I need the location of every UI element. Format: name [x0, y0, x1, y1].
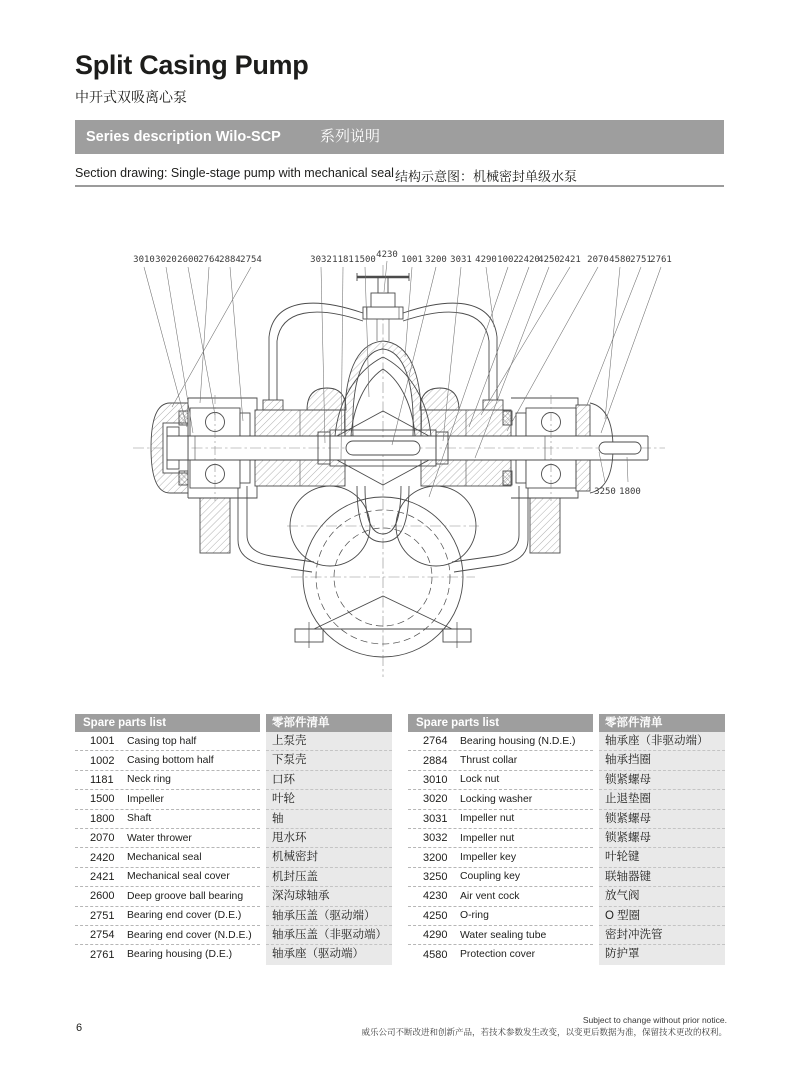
footer-notes	[361, 1014, 727, 1038]
part-callout: 1500	[354, 255, 376, 265]
row-main	[75, 732, 260, 751]
table-row	[408, 887, 725, 906]
part-name-en: Air vent cock	[460, 890, 520, 902]
part-number: 3200	[423, 851, 448, 864]
part-number: 2070	[90, 832, 115, 845]
row-main	[75, 907, 260, 926]
table-header	[75, 714, 392, 732]
part-name-en: Bearing housing (N.D.E.)	[460, 735, 576, 747]
table-row	[408, 926, 725, 945]
part-name-en: Water sealing tube	[460, 929, 547, 941]
page-title-cn: 中开式双吸离心泵	[75, 89, 187, 105]
part-callout: 1002	[497, 255, 519, 265]
row-main	[75, 790, 260, 809]
part-name-en: Bearing end cover (N.D.E.)	[127, 929, 252, 941]
part-name-cn: 轴承压盖（驱动端）	[266, 907, 392, 926]
pump-section-drawing	[75, 245, 725, 685]
part-name-en: Bearing housing (D.E.)	[127, 949, 233, 961]
part-number: 4290	[423, 929, 448, 942]
part-number: 2751	[90, 909, 115, 922]
part-callout: 3200	[425, 255, 447, 265]
part-name-cn: 上泵壳	[266, 732, 392, 751]
series-bar-label-en: Series description Wilo-SCP	[86, 129, 281, 145]
table-row	[408, 751, 725, 770]
part-callout: 2761	[650, 255, 672, 265]
table-header	[408, 714, 725, 732]
part-name-cn: 锁紧螺母	[599, 771, 725, 790]
page-number: 6	[76, 1022, 83, 1034]
table-row	[75, 810, 392, 829]
part-number: 3010	[423, 773, 448, 786]
part-number: 1500	[90, 793, 115, 806]
part-callout: 3031	[450, 255, 472, 265]
part-number: 3020	[423, 793, 448, 806]
part-name-en: Neck ring	[127, 774, 171, 786]
part-callout: 3020	[155, 255, 177, 265]
part-name-en: Deep groove ball bearing	[127, 890, 244, 902]
part-name-en: Impeller	[127, 793, 164, 805]
row-main	[408, 771, 593, 790]
table-row	[75, 848, 392, 867]
series-description-bar	[75, 120, 724, 154]
part-callout: 2070	[587, 255, 609, 265]
part-name-cn: 下泵壳	[266, 751, 392, 770]
part-number: 2884	[423, 754, 448, 767]
part-name-cn: 止退垫圈	[599, 790, 725, 809]
row-main	[408, 848, 593, 867]
row-main	[75, 810, 260, 829]
part-name-en: Coupling key	[460, 871, 521, 883]
table-row	[408, 810, 725, 829]
footer-note-cn: 威乐公司不断改进和创新产品，若技术参数发生改变，以变更后数据为准，保留技术更改的权利。	[361, 1027, 727, 1037]
part-callout: 1001	[401, 255, 423, 265]
part-name-en: Mechanical seal cover	[127, 871, 230, 883]
part-callout: 3010	[133, 255, 155, 265]
left-bearing-assembly	[151, 398, 257, 553]
table-row	[75, 868, 392, 887]
footer-note-en: Subject to change without prior notice.	[582, 1015, 727, 1025]
table-row	[75, 887, 392, 906]
part-number: 1800	[90, 812, 115, 825]
table-row	[75, 829, 392, 848]
part-callout: 2420	[518, 255, 540, 265]
part-number: 2761	[90, 948, 115, 961]
part-name-cn: 轴承压盖（非驱动端）	[266, 926, 392, 945]
part-name-cn: 轴承挡圈	[599, 751, 725, 770]
part-name-en: Lock nut	[460, 774, 500, 786]
row-main	[75, 926, 260, 945]
table-header-cn: 零部件清单	[266, 714, 392, 732]
part-name-cn: 锁紧螺母	[599, 810, 725, 829]
part-number: 4230	[423, 890, 448, 903]
table-body	[408, 732, 725, 965]
table-row	[408, 790, 725, 809]
part-callout: 4230	[376, 250, 398, 260]
part-name-cn: 轴承座（非驱动端）	[599, 732, 725, 751]
part-name-en: Protection cover	[460, 949, 536, 961]
part-name-cn: 联轴器键	[599, 868, 725, 887]
part-name-cn: 放气阀	[599, 887, 725, 906]
part-name-cn: 轴承座（驱动端）	[266, 945, 392, 964]
section-caption-cn: 结构示意图：机械密封单级水泵	[395, 169, 578, 184]
part-name-en: O-ring	[460, 910, 489, 922]
table-row	[408, 771, 725, 790]
table-body	[75, 732, 392, 965]
table-header-cn: 零部件清单	[599, 714, 725, 732]
horizontal-rule	[75, 185, 724, 187]
row-main	[75, 848, 260, 867]
row-main	[408, 732, 593, 751]
table-row	[408, 829, 725, 848]
part-callout: 4580	[609, 255, 631, 265]
part-number: 2420	[90, 851, 115, 864]
table-row	[408, 907, 725, 926]
part-number: 3032	[423, 832, 448, 845]
table-row	[408, 732, 725, 751]
row-main	[75, 868, 260, 887]
row-main	[408, 810, 593, 829]
part-name-cn: 防护罩	[599, 945, 725, 964]
row-main	[408, 926, 593, 945]
row-main	[408, 887, 593, 906]
part-callout: 2600	[177, 255, 199, 265]
part-name-cn: 甩水环	[266, 829, 392, 848]
part-name-en: Water thrower	[127, 832, 192, 844]
part-name-en: Locking washer	[460, 793, 533, 805]
part-name-cn: 机械密封	[266, 848, 392, 867]
section-caption	[75, 166, 725, 182]
row-main	[408, 829, 593, 848]
part-name-cn: 深沟球轴承	[266, 887, 392, 906]
table-row	[75, 751, 392, 770]
part-name-cn: 叶轮键	[599, 848, 725, 867]
part-callout: 2751	[630, 255, 652, 265]
part-number: 2764	[423, 735, 448, 748]
table-row	[75, 732, 392, 751]
table-row	[75, 926, 392, 945]
part-name-cn: 密封冲洗管	[599, 926, 725, 945]
part-number: 4250	[423, 909, 448, 922]
part-name-cn: 口环	[266, 771, 392, 790]
part-name-en: Bearing end cover (D.E.)	[127, 910, 242, 922]
part-callout: 2421	[559, 255, 581, 265]
part-name-cn: O 型圈	[599, 907, 725, 926]
row-main	[75, 945, 260, 964]
part-number: 3031	[423, 812, 448, 825]
series-bar-label-cn: 系列说明	[320, 128, 381, 145]
table-row	[408, 848, 725, 867]
table-header-en: Spare parts list	[75, 714, 260, 732]
part-name-cn: 叶轮	[266, 790, 392, 809]
part-number: 2421	[90, 870, 115, 883]
part-callout: 4250	[538, 255, 560, 265]
part-callout: 4290	[475, 255, 497, 265]
row-main	[75, 887, 260, 906]
part-callout: 3032	[310, 255, 332, 265]
part-name-en: Casing bottom half	[127, 755, 214, 767]
part-callout: 2884	[219, 255, 241, 265]
table-row	[75, 771, 392, 790]
table-row	[75, 945, 392, 964]
part-name-cn: 轴	[266, 810, 392, 829]
table-row	[75, 907, 392, 926]
table-row	[75, 790, 392, 809]
part-name-en: Impeller nut	[460, 813, 515, 825]
part-number: 2600	[90, 890, 115, 903]
page-title: Split Casing Pump	[75, 50, 309, 80]
part-name-cn: 锁紧螺母	[599, 829, 725, 848]
row-main	[408, 945, 593, 964]
row-main	[408, 907, 593, 926]
row-main	[75, 751, 260, 770]
spare-parts-table-left	[75, 714, 392, 965]
row-main	[75, 829, 260, 848]
row-main	[408, 790, 593, 809]
part-number: 1001	[90, 735, 115, 748]
part-callout: 2754	[240, 255, 262, 265]
part-name-en: Shaft	[127, 813, 152, 825]
part-name-en: Impeller key	[460, 852, 517, 864]
spare-parts-table-right	[408, 714, 725, 965]
part-number: 2754	[90, 929, 115, 942]
row-main	[408, 868, 593, 887]
section-caption-en: Section drawing: Single-stage pump with mechanical seal	[75, 166, 394, 180]
table-header-en: Spare parts list	[408, 714, 593, 732]
table-row	[408, 945, 725, 964]
table-row	[408, 868, 725, 887]
part-number: 4580	[423, 948, 448, 961]
part-number: 1181	[90, 773, 114, 786]
part-callout: 1800	[619, 487, 641, 497]
part-number: 1002	[90, 754, 115, 767]
part-callout: 2764	[198, 255, 220, 265]
part-callout: 1181	[332, 255, 354, 265]
part-name-en: Casing top half	[127, 735, 197, 747]
part-name-en: Impeller nut	[460, 832, 515, 844]
part-callout: 3250	[594, 487, 616, 497]
part-name-cn: 机封压盖	[266, 868, 392, 887]
row-main	[75, 771, 260, 790]
part-number: 3250	[423, 870, 448, 883]
part-name-en: Thrust collar	[460, 755, 518, 767]
part-name-en: Mechanical seal	[127, 852, 202, 864]
row-main	[408, 751, 593, 770]
